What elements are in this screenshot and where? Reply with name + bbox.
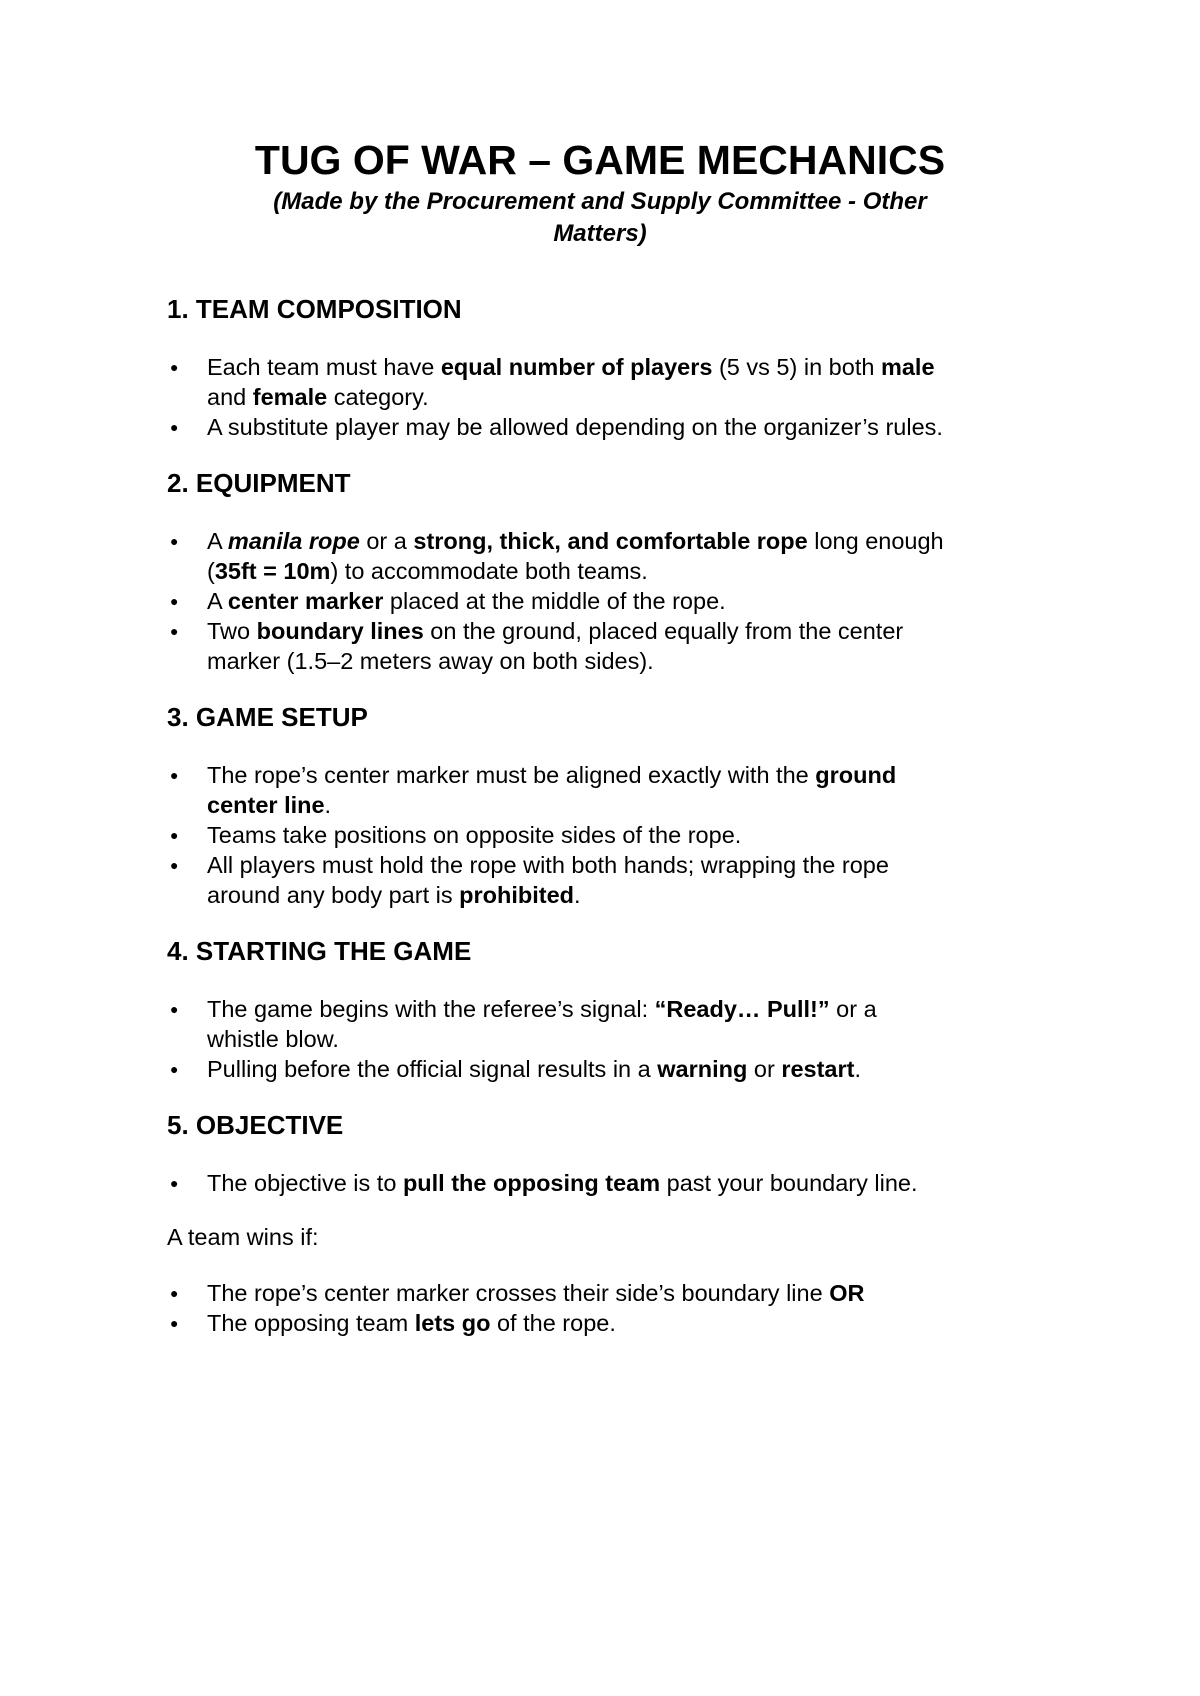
text: placed at the middle of the rope. <box>383 588 726 614</box>
list-item <box>167 1168 947 1198</box>
bold-text: boundary lines <box>256 618 424 644</box>
bold-text: ground center line <box>207 762 897 818</box>
list-item <box>167 994 947 1054</box>
text: . <box>574 882 581 908</box>
document-body <box>167 292 957 1362</box>
text: A substitute player may be allowed depending on the organizer’s rules. <box>207 414 943 440</box>
bold-text: lets go <box>414 1310 491 1336</box>
text: The game begins with the referee’s signal: <box>207 996 655 1022</box>
text: and <box>207 384 253 410</box>
bullet-icon: ● <box>170 857 179 873</box>
text: A <box>207 528 228 554</box>
bullet-list <box>167 526 957 676</box>
text: or a <box>359 528 414 554</box>
list-item <box>167 760 947 820</box>
bold-text: center marker <box>227 588 384 614</box>
text: Teams take positions on opposite sides of the rope. <box>207 822 742 848</box>
list-item <box>167 526 947 586</box>
section-heading: 4. STARTING THE GAME <box>167 936 472 966</box>
text: ) to accommodate both teams. <box>330 558 648 584</box>
text: past your boundary line. <box>660 1170 918 1196</box>
bullet-icon: ● <box>170 533 179 549</box>
text: or a whistle blow. <box>207 996 877 1052</box>
list-item <box>167 1308 947 1338</box>
text: The rope’s center marker crosses their side’s boundary line <box>207 1280 830 1306</box>
text: A <box>207 588 228 614</box>
text: . <box>324 792 332 818</box>
bold-text: “Ready… Pull!” <box>654 996 830 1022</box>
text: Each team must have <box>207 354 441 380</box>
bullet-list <box>167 352 957 442</box>
text: of the rope. <box>490 1310 616 1336</box>
bullet-icon: ● <box>170 593 179 609</box>
bullet-icon: ● <box>170 1315 179 1331</box>
bold-text: OR <box>829 1280 865 1306</box>
section-heading: 5. OBJECTIVE <box>167 1110 344 1140</box>
text: . <box>854 1056 861 1082</box>
list-item <box>167 1278 947 1308</box>
list-item <box>167 820 947 850</box>
list-item <box>167 412 947 442</box>
bullet-icon: ● <box>170 1001 179 1017</box>
bullet-icon: ● <box>170 1061 179 1077</box>
text: All players must hold the rope with both hands; wrapping the rope around any body part is <box>207 852 889 908</box>
document-title: TUG OF WAR – GAME MECHANICS <box>254 137 946 183</box>
text: long enough ( <box>207 528 944 584</box>
bullet-icon: ● <box>170 1175 179 1191</box>
bold-text: female <box>252 384 328 410</box>
text: Two <box>207 618 257 644</box>
text: The opposing team <box>207 1310 415 1336</box>
section-heading: 3. GAME SETUP <box>167 702 368 732</box>
paragraph: A team wins if: <box>167 1224 319 1250</box>
list-item <box>167 850 947 910</box>
bullet-icon: ● <box>170 419 179 435</box>
bold-text: manila rope <box>227 528 360 554</box>
text: The rope’s center marker must be aligned exactly with the <box>207 762 816 788</box>
text: on the ground, placed equally from the center marker (1.5–2 meters away on both sides). <box>207 618 904 674</box>
bullet-icon: ● <box>170 623 179 639</box>
bullet-list <box>167 1278 957 1338</box>
bullet-icon: ● <box>170 827 179 843</box>
list-item <box>167 1054 947 1084</box>
bold-text: warning <box>657 1056 748 1082</box>
bullet-list <box>167 994 957 1084</box>
bold-text: strong, thick, and comfortable rope <box>413 528 808 554</box>
list-item <box>167 352 947 412</box>
text: The objective is to <box>207 1170 403 1196</box>
bold-text: restart <box>781 1056 855 1082</box>
text: category. <box>327 384 429 410</box>
bullet-list <box>167 760 957 910</box>
bold-text: equal number of players <box>440 354 713 380</box>
bullet-icon: ● <box>170 1285 179 1301</box>
section-heading: 1. TEAM COMPOSITION <box>167 294 462 324</box>
bullet-icon: ● <box>170 767 179 783</box>
text: or <box>747 1056 782 1082</box>
bullet-list <box>167 1168 957 1198</box>
bold-text: 35ft = 10m <box>214 558 331 584</box>
list-item <box>167 616 947 676</box>
text: Pulling before the official signal results in a <box>207 1056 658 1082</box>
section-heading: 2. EQUIPMENT <box>167 468 351 498</box>
bold-text: pull the opposing team <box>402 1170 661 1196</box>
bold-text: male <box>880 354 935 380</box>
text: (5 vs 5) in both <box>712 354 881 380</box>
bold-text: prohibited <box>459 882 575 908</box>
list-item <box>167 586 947 616</box>
bullet-icon: ● <box>170 359 179 375</box>
document-subtitle: (Made by the Procurement and Supply Committee - Other Matters) <box>273 188 927 247</box>
